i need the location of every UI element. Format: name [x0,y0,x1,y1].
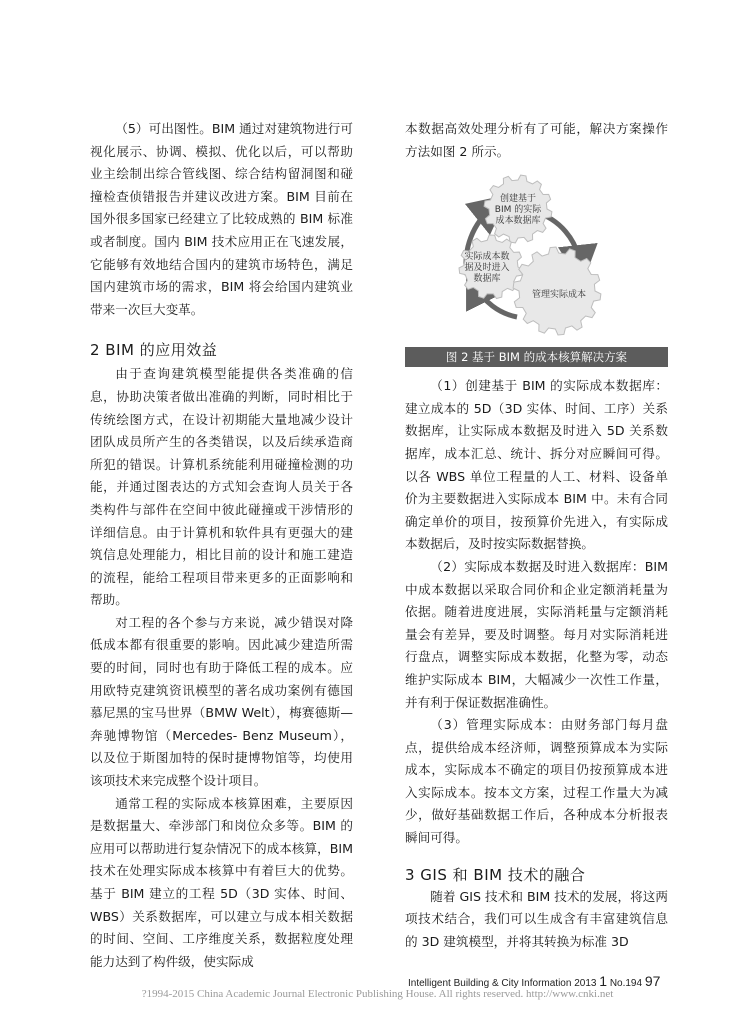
page-number: 97 [644,973,661,989]
gear1-line1: 创建基于 [499,194,537,205]
gears-diagram [405,167,668,347]
section-2-heading: 2 BIM 的应用效益 [90,341,218,360]
issue-number: 1 [599,973,608,989]
paragraph-output-drawing: （5）可出图性。BIM 通过对建筑物进行可视化展示、协调、模拟、优化以后，可以帮助业主绘制出综合管线图、综合结构留洞图和碰撞检查侦错报告并建议改进方案。BIM 目前在国外很多国家已经建立了比较成熟的 BIM 标准或者制度。国内 BIM 技术应用正在飞速发展，它能够有效地结合国内的建筑市场特色，满足国内建筑市场的需求，BIM 将会给国内建筑业带来一次巨大变革。 [90,121,353,317]
paragraph-cost-accounting: 通常工程的实际成本核算困难，主要原因是数据量大、牵涉部门和岗位众多等。BIM 的应用可以帮助进行复杂情况下的成本核算，BIM 技术在处理实际成本核算中有着巨大的优势。基于 BIM 建立的工程 5D（3D 实体、时间、WBS）关系数据库，可以建立与成本相关数据的时间、空间、工序维度关系，数据粒度处理能力达到了构件级，使实际成 [90,795,353,969]
gear1-line2: BIM 的实际 [494,205,542,216]
figure-2-caption: 图 2 基于 BIM 的成本核算解决方案 [405,347,668,367]
paragraph-step-1: （1）创建基于 BIM 的实际成本数据库：建立成本的 5D（3D 实体、时间、工序）关系数据库，让实际成本数据及时进入 5D 关系数据库，成本汇总、统计、拆分对应瞬间可得。以各 WBS 单位工程量的人工、材料、设备单价为主要数据进入实际成本 BIM 中。未有合同确定单价的项目，按预算价先进入，有实际成本数据后，及时按实际数据替换。 [405,378,668,552]
paragraph-gis-bim: 随着 GIS 技术和 BIM 技术的发展，将这两项技术结合，我们可以生成含有丰富建筑信息的 3D 建筑模型，并将其转换为标准 3D [405,888,668,949]
left-column [90,118,353,973]
right-column [405,118,668,953]
paragraph-step-3: （3）管理实际成本：由财务部门每月盘点，提供给成本经济师，调整预算成本为实际成本，实际成本不确定的项目仍按预算成本进入实际成本。按本文方案，过程工作量大为减少，做好基础数据工作后，各种成本分析报表瞬间可得。 [405,717,668,846]
figure-2-gears [405,167,668,347]
issue-label: No.194 [609,978,643,989]
section-3-heading: 3 GIS 和 BIM 技术的融合 [405,865,586,884]
paragraph-benefits: 由于查询建筑模型能提供各类准确的信息，协助决策者做出准确的判断，同时相比于传统绘图方式，在设计初期能大量地减少设计团队成员所产生的各类错误，以及后续承造商所犯的错误。计算机系统能利用碰撞检测的功能，并通过图表达的方式知会查询人员关于各类构件与部件在空间中彼此碰撞或干涉情形的详细信息。由于计算机和软件具有更强大的建筑信息处理能力，相比目前的设计和施工建造的流程，能给工程项目带来更多的正面影响和帮助。 [90,366,353,608]
paragraph-step-2: （2）实际成本数据及时进入数据库：BIM 中成本数据以采取合同价和企业定额消耗量为依据。随着进度进展，实际消耗量与定额消耗量会有差异，要及时调整。每月对实际消耗进行盘点，调整实际成本数据，化整为零，动态维护实际成本 BIM，大幅减少一次性工作量，并有利于保证数据准确性。 [405,558,668,710]
gear2-line1: 实际成本数 [464,252,510,263]
page-footer [408,973,660,989]
gear2-line2: 据及时进入 [464,263,510,274]
gear1-line3: 成本数据库 [495,216,541,227]
paragraph-continued: 本数据高效处理分析有了可能，解决方案操作方法如图 2 所示。 [405,121,668,159]
gear3-label: 管理实际成本 [531,290,587,301]
journal-name: Intelligent Building & City Information 2013 [408,978,597,989]
gear2-line3: 数据库 [473,274,501,285]
paragraph-reduce-errors: 对工程的各个参与方来说，减少错误对降低成本都有很重要的影响。因此减少建造所需要的时间，同时也有助于降低工程的成本。应用欧特克建筑资讯模型的著名成功案例有德国慕尼黑的宝马世界（BMW Welt），梅赛德斯—奔驰博物馆（Mercedes- Benz Museum），以及位于斯图加特的保时捷博物馆等，均使用该项技术来完成整个设计项目。 [90,614,353,789]
copyright-notice: ?1994-2015 China Academic Journal Electronic Publishing House. All rights reserved. http://www.cnki.net [141,988,614,1000]
